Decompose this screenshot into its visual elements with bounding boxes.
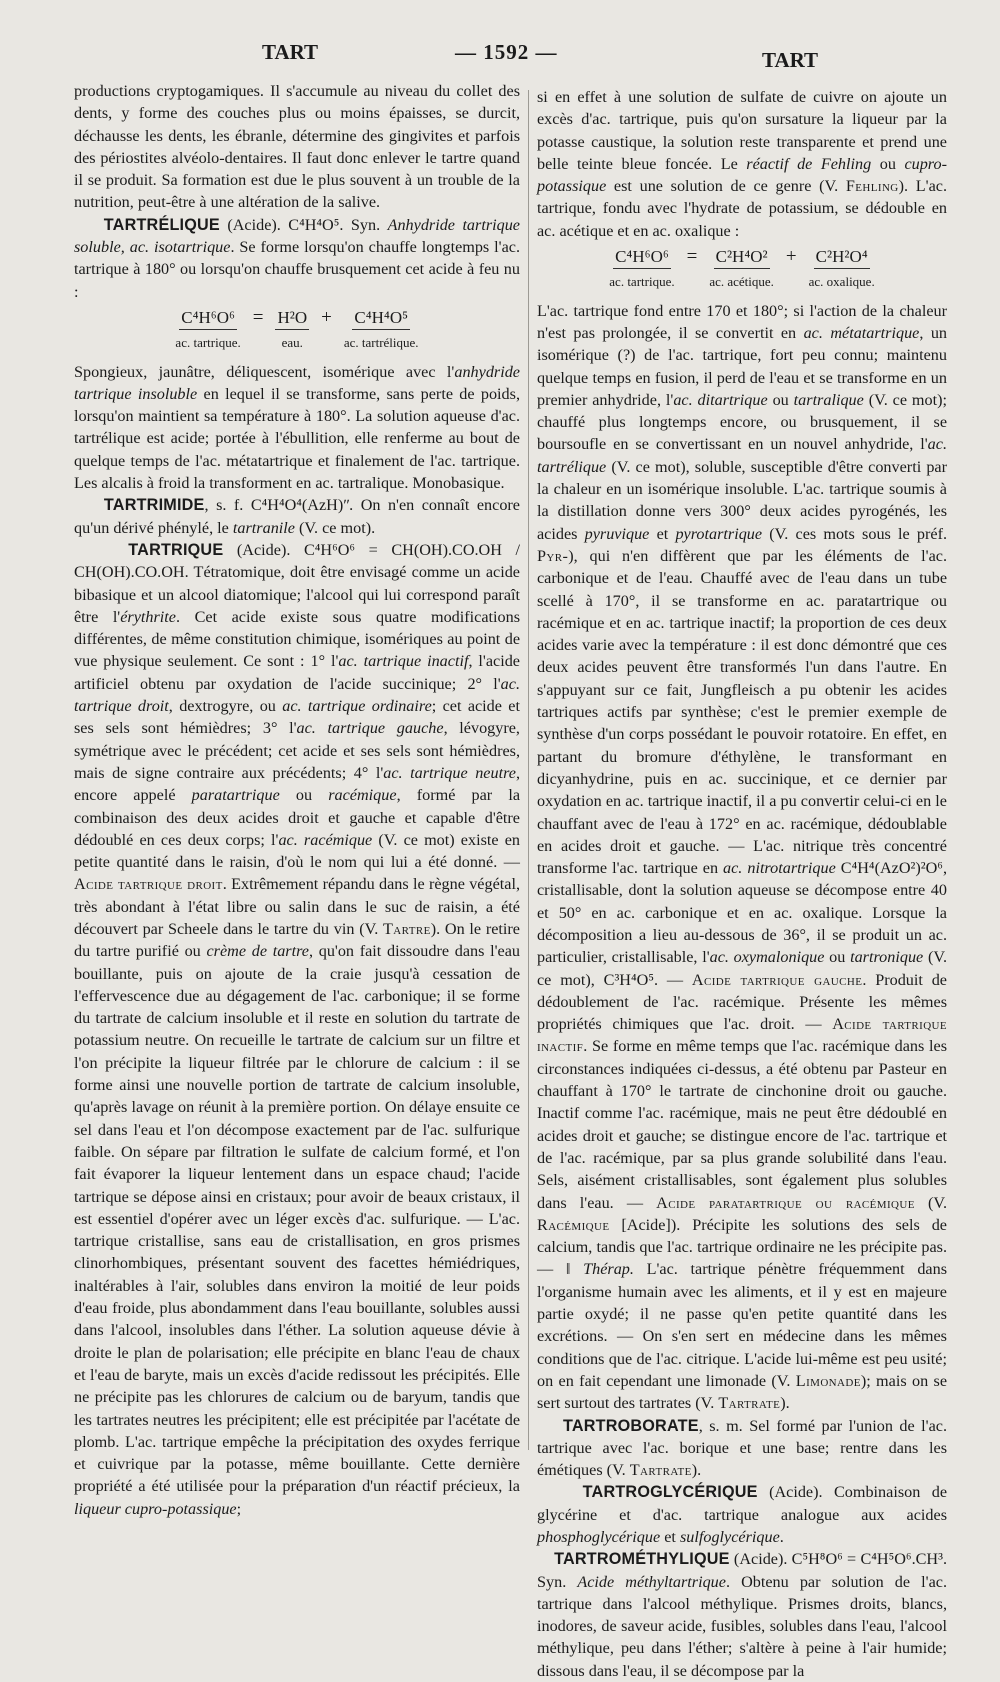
- left-column: [74, 80, 520, 1520]
- running-head-left: TART: [262, 40, 319, 64]
- entry-tartroglycerique: [537, 1481, 947, 1548]
- equals-sign: =: [686, 246, 698, 268]
- italic-term: ac. ditartrique: [673, 390, 768, 409]
- text: . Se forme en même temps que l'ac. racémique dans les circonstances indiquées ci-dessus, a été obtenu par Pasteur en chauffant à 170° le tartrate de cinchonine droit ou gauche. Inactif comme l'ac. racémique, mais ne peut être dédoublé en acides droit et gauche; se distingue encore de l'ac. tartrique et de l'ac. racémique, par sa plus grande solubilité dans l'eau. Sels, aisément cristallisables, sont également plus solubles dans l'eau. —: [537, 1037, 947, 1212]
- text: . Obtenu par solution de l'ac. tartrique dans l'alcool méthylique. Prismes droits, blancs, inodores, de saveur acide, fusibles, solubles dans l'eau, l'alcool méthylique, peu dans l'éther; s'altère à peine à l'air humide; dissous dans l'eau, il se décompose par la: [537, 1572, 947, 1680]
- text: ou: [767, 390, 794, 409]
- text: ), qui n'en diffèrent que par les éléments de l'ac. carbonique et de l'eau. Chauffé avec de l'eau dans un tube scellé à 170°, il se transforme en ac. paratartrique ou racémique et en ac. tartrique inactif; la proportion de ces deux acides varie avec la température : il est donc démontré que ces deux acides peuvent être transformés l'un dans l'autre. En s'appuyant sur ce fait, Jungfleisch a pu obtenir les acides tartriques actifs par synthèse; c'est le premier exemple de synthèse d'un corps possédant le pouvoir rotatoire. En effet, en partant du bromure d'éthylène, le transformant en dicyanhydrine, puis en ac. succinique, et ce dernier par oxydation en ac. tartrique inactif, il a pu convertir celui-ci en le chauffant avec de l'eau à 172° en ac. racémique, dédoublable en acides droit et gauche. — L'ac. nitrique très concentré transforme l'ac. tartrique en: [537, 546, 947, 878]
- italic-term: ac. nitrotartrique: [723, 859, 836, 878]
- text: . Cet acide existe sous quatre modifications différentes, de même constitution chimique, isomériques au point de vue physique seulement. Ce sont : 1° l': [74, 607, 520, 671]
- italic-term: ac. tartrélique: [537, 435, 947, 476]
- text: ); mais on se sert surtout des tartrates (V.: [537, 1371, 948, 1413]
- text: si en effet à une solution de sulfate de cuivre on ajoute un excès d'ac. tartrique, puis qu'on sursature la liqueur par la potasse caustique, la solution reste transparente et prend une belle teinte bleue foncée. Le: [537, 88, 947, 173]
- entry-tartromethylique: [537, 1548, 947, 1682]
- entry-text: , s. f. C⁴H⁴O⁴(AzH)ʺ. On n'en connaît encore qu'un dérivé phénylé, le: [74, 496, 520, 537]
- entry-headword: TARTROBORATE: [562, 1416, 699, 1435]
- italic-term: phosphoglycérique: [537, 1528, 661, 1546]
- formula-term: [709, 246, 774, 294]
- italic-term: Acide méthyltartrique: [577, 1572, 726, 1591]
- italic-term: liqueur cupro-potassique: [74, 1499, 237, 1518]
- paragraph: [537, 300, 947, 1415]
- italic-term: crème de tartre: [206, 942, 309, 961]
- formula-term: [609, 246, 674, 294]
- text: C⁴H⁴(AzO²)²O⁶, cristallisable, dont la solution aqueuse se décompose entre 40 et 50° en ac. carbonique et en ac. oxalique. Lorsque la décomposition a lieu au-dessous de 36°, il se produit un ac. particulier, cristallisable, l': [537, 859, 947, 967]
- text: (V.: [914, 1193, 947, 1212]
- entry-text: . Se forme lorsqu'on chauffe longtemps l'ac. tartrique à 180° ou lorsqu'on chauffe brusquement cet acide à feu nu :: [74, 238, 520, 301]
- entry-headword: TARTRIQUE: [128, 540, 224, 559]
- column-divider: [528, 90, 529, 1450]
- text: (V. ces mots sous le préf.: [762, 524, 948, 543]
- text: , un isomérique (?) de l'ac. tartrique, fort peu connu; maintenu quelque temps en fusion, il perd de l'eau et se transforme en un premier anhydride, l': [537, 323, 948, 409]
- text: (Acide). C⁴H⁶O⁶ = CH(OH).CO.OH / CH(OH).CO.OH. Tétratomique, doit être envisagé comme un acide bibasique et un alcool diatomique; l'alcool qui lui correspond paraît être l': [74, 540, 521, 626]
- italic-term: tartralique: [793, 390, 864, 409]
- entry-headword: TARTROGLYCÉRIQUE: [582, 1483, 758, 1502]
- plus-sign: +: [785, 246, 797, 268]
- entry-headword: TARTRIMIDE: [103, 496, 205, 515]
- text: , encore appelé: [74, 763, 520, 805]
- formula-label: ac. acétique.: [709, 274, 774, 290]
- italic-term: tartronique: [850, 948, 924, 967]
- text: ;: [236, 1499, 242, 1518]
- chemical-equation: [74, 307, 520, 355]
- entry-tartroborate: [537, 1415, 947, 1482]
- subheading: Acide paratartrique ou racémique: [656, 1193, 915, 1212]
- paragraph: [74, 361, 520, 495]
- italic-term: anhydride tartrique insoluble: [74, 362, 520, 403]
- entry-tartrelique: [74, 214, 520, 303]
- entry-headword: TARTRÉLIQUE: [103, 215, 220, 234]
- cross-reference: Limonade: [795, 1371, 861, 1390]
- italic-term: paratartrique: [191, 786, 280, 805]
- equals-sign: =: [252, 306, 264, 328]
- plus-sign: +: [321, 306, 332, 328]
- text: en lequel il se transforme, sans perte de poids, lorsqu'on maintient sa température à 180°. La solution aqueuse d'ac. tartrélique est acide; portée à l'ébullition, elle renferme au bout de quelque temps de l'ac. métatartrique et finalement de l'ac. tartrique. Les alcalis à froid la transforment en ac. tartralique. Monobasique.: [74, 384, 520, 493]
- italic-term: ac. oxymalonique: [709, 948, 825, 967]
- italic-term: ac. racémique: [278, 830, 373, 849]
- entry-headword: TARTROMÉTHYLIQUE: [554, 1550, 730, 1569]
- italic-term: Thérap.: [583, 1260, 634, 1279]
- italic-term: ac. tartrique neutre: [383, 763, 516, 782]
- text: Spongieux, jaunâtre, déliquescent, isomérique avec l': [74, 362, 455, 381]
- text: ). L'ac. tartrique, fondu avec l'hydrate de potassium, se dédouble en ac. acétique et en ac. oxalique :: [537, 177, 948, 240]
- formula-label: ac. tartrélique.: [343, 335, 419, 351]
- text: [Acide]). Précipite les solutions des sels de calcium, tandis que l'ac. tartrique ordinaire ne les précipite pas. — ǁ: [537, 1215, 947, 1279]
- text: ).: [691, 1461, 702, 1480]
- subheading: Acide tartrique droit: [74, 875, 223, 894]
- right-column: [537, 86, 947, 1682]
- text: est une solution de ce genre (V.: [606, 177, 846, 196]
- text: (Acide). C⁵H⁸O⁶ = C⁴H⁵O⁶.CH³. Syn.: [537, 1550, 947, 1591]
- text: ou: [871, 154, 905, 173]
- formula: C²H⁴O²: [714, 246, 770, 269]
- italic-term: racémique: [328, 786, 397, 805]
- subheading: Acide tartrique gauche: [691, 970, 863, 989]
- text: et: [660, 1528, 680, 1546]
- chemical-equation: [537, 246, 947, 294]
- text: .: [779, 1528, 784, 1546]
- formula-term: [809, 246, 875, 294]
- text: ; cet acide et ses sels sont hémièdres; 3° l': [74, 697, 520, 738]
- italic-term: sulfoglycérique: [679, 1528, 780, 1546]
- text: ).: [780, 1394, 790, 1413]
- text: (Acide). Combinaison de glycérine et d'ac. tartrique analogue aux acides: [537, 1483, 948, 1524]
- text: , dextrogyre, ou: [168, 697, 283, 716]
- synonym: Anhydride tartrique soluble, ac. isotartrique: [74, 215, 520, 257]
- formula: C⁴H⁶O⁶: [613, 246, 671, 269]
- italic-term: ac. tartrique gauche: [296, 719, 444, 738]
- formula-label: eau.: [281, 335, 303, 351]
- running-head-right: TART: [762, 48, 819, 72]
- formula-term: [275, 307, 309, 355]
- formula-label: ac. oxalique.: [808, 274, 875, 290]
- formula: C⁴H⁶O⁶: [179, 307, 237, 330]
- text: et: [649, 524, 676, 543]
- italic-term: cupro-potassique: [537, 154, 947, 196]
- formula: H²O: [275, 307, 309, 330]
- entry-tartrique: [74, 539, 520, 1520]
- text: , s. m. Sel formé par l'union de l'ac. tartrique avec l'ac. borique et une base; rentre dans les émétiques (V.: [537, 1416, 948, 1480]
- cross-reference: Fehling: [845, 177, 899, 196]
- entry-text: (V. ce mot).: [294, 518, 376, 537]
- text: ). On le retire du tartre purifié ou: [74, 919, 520, 961]
- italic-term: pyruvique: [584, 524, 650, 543]
- italic-term: érythrite: [120, 607, 176, 626]
- text: (V. ce mot), C³H⁴O⁵. —: [537, 948, 947, 989]
- text: ou: [279, 786, 329, 805]
- cross-reference: Tartrate: [629, 1461, 692, 1480]
- page-number: — 1592 —: [455, 40, 558, 64]
- entry-tartrimide: [74, 494, 520, 539]
- cross-reference: Tartre: [383, 919, 431, 938]
- text: , formé par la combinaison des deux acides droit et gauche et capable d'être dédoublé en ces deux corps; l': [74, 786, 520, 849]
- formula-term: [344, 307, 419, 355]
- formula-label: ac. tartrique.: [609, 274, 675, 290]
- text: (V. ce mot); chauffé plus longtemps encore, ou brusquement, il se boursoufle en se convertissant en un nouvel anhydride, l': [537, 390, 947, 454]
- cross-reference: Tartrate: [718, 1394, 781, 1413]
- italic-term: ac. tartrique inactif: [338, 652, 469, 671]
- formula: C⁴H⁴O⁵: [352, 307, 410, 330]
- formula-label: ac. tartrique.: [175, 335, 241, 351]
- italic-term: réactif de Fehling: [746, 154, 872, 173]
- italic-term: ac. métatartrique: [803, 323, 920, 342]
- text: . Produit de dédoublement de l'ac. racémique. Présente les mêmes propriétés chimiques que l'ac. droit. —: [537, 970, 947, 1034]
- italic-term: ac. tartrique droit: [74, 674, 520, 716]
- text: (V. ce mot), soluble, susceptible d'être converti par la chaleur en un isomérique insoluble. L'ac. tartrique soumis à la distillation donne vers 300° deux acides pyrogénés, les acides: [537, 457, 947, 543]
- subheading: Acide tartrique inactif: [537, 1015, 947, 1056]
- formula-term: [175, 307, 240, 355]
- text: L'ac. tartrique pénètre fréquemment dans l'organisme humain avec les aliments, et il y est en majeure partie oxydé; il ne passe qu'en petite quantité dans les excrétions. — On s'en sert en médecine dans les mêmes conditions que de l'ac. citrique. L'acide lui-même est peu usité; on en fait cependant une limonade (V.: [537, 1260, 948, 1390]
- italic-term: ac. tartrique ordinaire: [282, 697, 432, 716]
- entry-text: (Acide). C⁴H⁴O⁵. Syn.: [219, 215, 388, 234]
- text: . Extrêmement répandu dans le règne végétal, très abondant à l'état libre ou salin dans le suc de raisin, a été découvert par Scheele dans le tartre du vin (V.: [74, 875, 520, 938]
- formula: C²H²O⁴: [814, 246, 870, 269]
- text: ou: [824, 948, 851, 967]
- text: , qu'on fait dissoudre dans l'eau bouillante, puis on ajoute de la craie jusqu'à cessation de l'effervescence due au dégagement de l'ac. carbonique; il se forme du tartrate de calcium insoluble et il reste en solution du tartrate de potassium neutre. On recueille le tartrate de calcium sur un filtre et l'on précipite la liqueur filtrée par le chlorure de calcium : il se forme ainsi une nouvelle portion de tartrate de calcium insoluble, qu'après lavage on réunit à la première portion. On délaye ensuite ce sel dans l'eau et l'on décompose exactement par de l'ac. sulfurique faible. On sépare par filtration le sulfate de calcium formé, et l'on fait évaporer la liqueur lentement dans un espace chaud; l'acide tartrique se dépose ainsi en cristaux; pour avoir de beaux cristaux, il est essentiel d'opérer avec un léger excès d'ac. sulfurique. — L'ac. tartrique cristallise, sans eau de cristallisation, en gros prismes clinorhombiques, présentant souvent des facettes hémiédriques, inaltérables à l'air, solubles dans environ la moitié de leur poids d'eau froide, plus abondamment dans l'eau bouillante, solubles aussi dans l'alcool, insolubles dans l'éther. La solution aqueuse dévie à droite le plan de polarisation; elle précipite en blanc l'eau de chaux et l'eau de baryte, mais un excès d'acide redissout les précipités. Elle ne précipite pas les chlorures de calcium ou de baryum, tandis que les tartrates neutres les précipitent; elle est précipitée par l'acétate de plomb. L'ac. tartrique empêche la précipitation des oxydes ferrique et cuivrique par la potasse, même bouillante. Cette dernière propriété a été utilisée pour la préparation d'un réactif précieux, la: [74, 942, 520, 1496]
- continuation-paragraph: productions cryptogamiques. Il s'accumule au niveau du collet des dents, y forme des couches plus ou moins épaisses, se durcit, déchausse les dents, les ébranle, détermine des gingivites et parfois des périostites alvéolo-dentaires. Il faut donc enlever le tartre quand il se produit. Sa formation est due le plus souvent à un trouble de la nutrition, peut-être à une altération de la salive.: [74, 82, 520, 212]
- italic-term: tartranile: [232, 518, 295, 537]
- italic-term: pyrotartrique: [675, 524, 763, 543]
- text: , lévogyre, symétrique avec le précédent; cet acide et ses sels sont hémièdres, mais de signe contraire aux précédents; 4° l': [74, 719, 520, 782]
- text: L'ac. tartrique fond entre 170 et 180°; si l'action de la chaleur n'est pas prolongée, il se convertit en: [537, 301, 947, 342]
- cross-reference: Racémique: [537, 1215, 610, 1234]
- page-header: [0, 34, 1000, 74]
- text: , l'acide artificiel obtenu par oxydation de l'acide succinique; 2° l': [74, 652, 520, 693]
- cross-reference: Pyr-: [537, 546, 569, 565]
- text: (V. ce mot) existe en petite quantité dans le raisin, d'où le nom qui lui a été donné. —: [74, 830, 520, 872]
- continuation-paragraph: [537, 86, 947, 242]
